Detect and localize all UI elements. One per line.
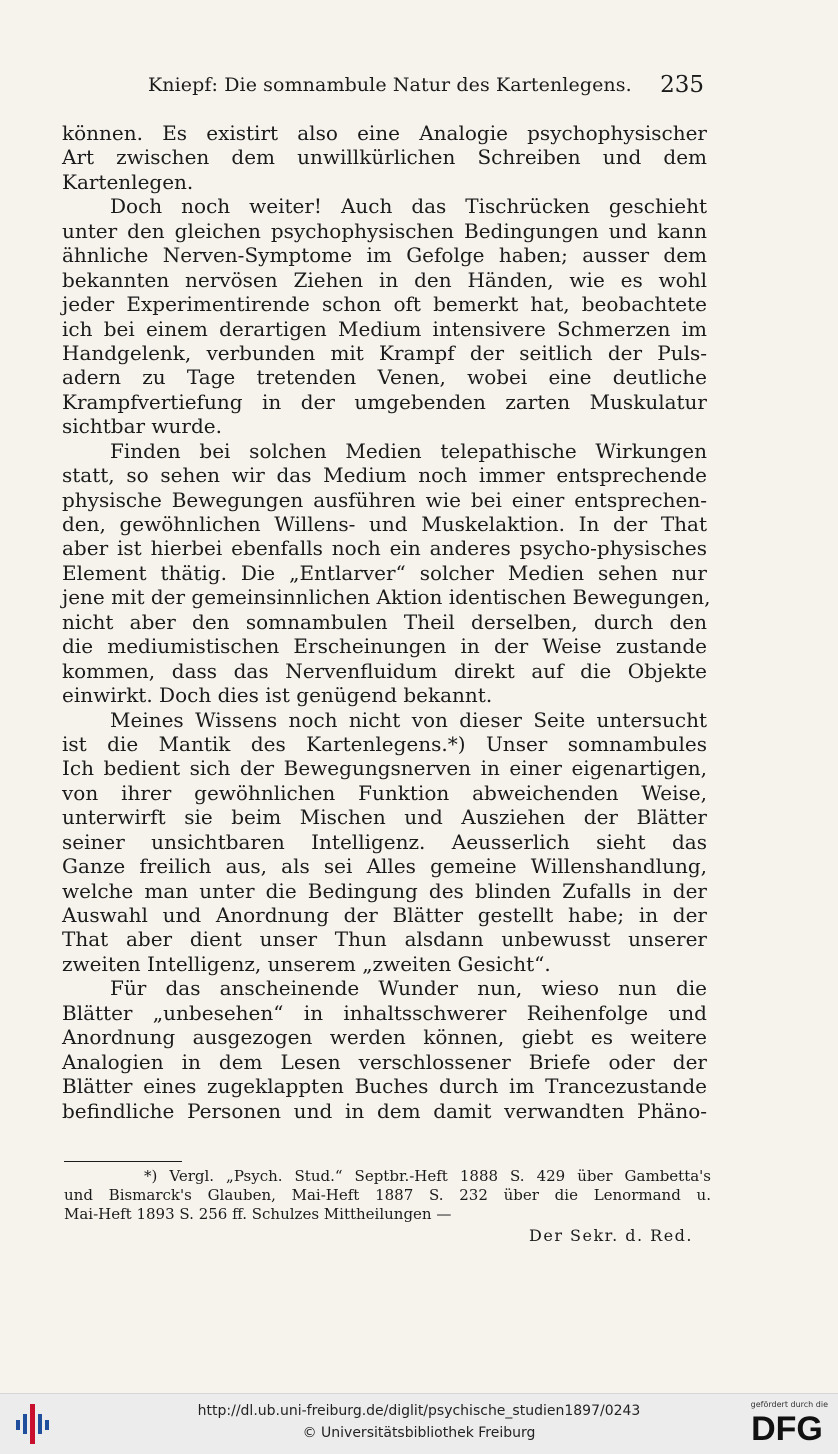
text-line: Handgelenk, verbunden mit Krampf der seitlich der Puls-: [62, 340, 707, 365]
footnote: [64, 1167, 711, 1246]
text-line: That aber dient unser Thun alsdann unbewusst unserer: [62, 927, 707, 952]
footnote-line: und Bismarck's Glauben, Mai-Heft 1887 S. 232 über die Lenormand u.: [64, 1186, 711, 1204]
text-line: physische Bewegungen ausführen wie bei einer entsprechen-: [62, 487, 707, 512]
text-line: jene mit der gemeinsinnlichen Aktion identischen Bewegungen,: [62, 585, 711, 610]
text-line: Blätter eines zugeklappten Buches durch im Trancezustande: [62, 1074, 707, 1099]
footnote-rule: [64, 1161, 182, 1162]
text-line: einwirkt. Doch dies ist genügend bekannt.: [62, 683, 493, 708]
dfg-logo-icon: [746, 1410, 828, 1444]
page-header: [62, 70, 712, 104]
text-line: Art zwischen dem unwillkürlichen Schreiben und dem: [62, 145, 707, 170]
text-line: ähnliche Nerven-Symptome im Gefolge haben; ausser dem: [62, 243, 707, 268]
text-line: kommen, dass das Nervenfluidum direkt auf die Objekte: [62, 658, 707, 683]
text-line: Blätter „unbesehen“ in inhaltsschwerer Reihenfolge und: [62, 1000, 707, 1025]
text-line: statt, so sehen wir das Medium noch immer entsprechende: [62, 463, 707, 488]
text-line: zweiten Intelligenz, unserem „zweiten Gesicht“.: [62, 951, 551, 976]
text-line: Ich bedient sich der Bewegungsnerven in einer eigenartigen,: [62, 756, 707, 781]
viewer-footer: [0, 1393, 838, 1454]
text-line: Ganze freilich aus, als sei Alles gemeine Willenshandlung,: [62, 854, 707, 879]
text-line: ist die Mantik des Kartenlegens.*) Unser somnambules: [62, 731, 707, 756]
text-line: sichtbar wurde.: [62, 414, 222, 439]
text-line: aber ist hierbei ebenfalls noch ein anderes psycho-physisches: [62, 536, 707, 561]
footnote-line: Mai-Heft 1893 S. 256 ff. Schulzes Mittheilungen —: [64, 1205, 452, 1223]
text-line: Für das anscheinende Wunder nun, wieso nun die: [110, 976, 707, 1001]
text-line: können. Es existirt also eine Analogie psychophysischer: [62, 121, 707, 145]
running-title: Kniepf: Die somnambule Natur des Kartenlegens.: [148, 74, 632, 96]
text-line: Auswahl und Anordnung der Blätter gestellt habe; in der: [62, 903, 707, 927]
text-line: die mediumistischen Erscheinungen in der Weise zustande: [62, 634, 707, 659]
text-line: Analogien in dem Lesen verschlossener Briefe oder der: [62, 1049, 707, 1074]
text-line: den, gewöhnlichen Willens- und Muskelaktion. In der That: [62, 512, 707, 536]
permalink-url[interactable]: http://dl.ub.uni-freiburg.de/diglit/psychische_studien1897/0243: [197, 1403, 641, 1419]
text-line: bekannten nervösen Ziehen in den Händen, wie es wohl: [62, 267, 707, 292]
page-number: 235: [660, 72, 704, 98]
svg-text:DFG: DFG: [751, 1410, 823, 1444]
text-line: Anordnung ausgezogen werden können, giebt es weitere: [62, 1025, 707, 1050]
text-line: Element thätig. Die „Entlarver“ solcher Medien sehen nur: [62, 560, 707, 585]
text-line: seiner unsichtbaren Intelligenz. Aeusserlich sieht das: [62, 829, 707, 854]
text-line: welche man unter die Bedingung des blinden Zufalls in der: [62, 878, 707, 903]
text-line: von ihrer gewöhnlichen Funktion abweichenden Weise,: [62, 780, 707, 805]
text-line: Doch noch weiter! Auch das Tischrücken geschieht: [110, 194, 707, 219]
body-text: [62, 121, 711, 1123]
copyright-notice: © Universitätsbibliothek Freiburg: [302, 1425, 536, 1441]
text-line: Finden bei solchen Medien telepathische Wirkungen: [110, 438, 707, 463]
text-line: Kartenlegen.: [62, 169, 194, 194]
text-line: jeder Experimentirende schon oft bemerkt hat, beobachtete: [62, 292, 707, 317]
text-line: Krampfvertiefung in der umgebenden zarten Muskulatur: [62, 389, 707, 414]
text-line: ich bei einem derartigen Medium intensivere Schmerzen im: [62, 316, 707, 341]
footnote-signature: Der Sekr. d. Red.: [529, 1226, 693, 1245]
text-line: unter den gleichen psychophysischen Bedingungen und kann: [62, 218, 707, 243]
dfg-tagline: gefördert durch die: [750, 1400, 828, 1409]
text-line: adern zu Tage tretenden Venen, wobei eine deutliche: [62, 365, 707, 390]
text-line: Meines Wissens noch nicht von dieser Seite untersucht: [110, 707, 707, 732]
text-line: unterwirft sie beim Mischen und Ausziehen der Blätter: [62, 805, 707, 830]
text-line: nicht aber den somnambulen Theil derselben, durch den: [62, 609, 707, 634]
footnote-line: *) Vergl. „Psych. Stud.“ Septbr.-Heft 1888 S. 429 über Gambetta's: [144, 1167, 711, 1185]
text-line: befindliche Personen und in dem damit verwandten Phäno-: [62, 1098, 707, 1123]
